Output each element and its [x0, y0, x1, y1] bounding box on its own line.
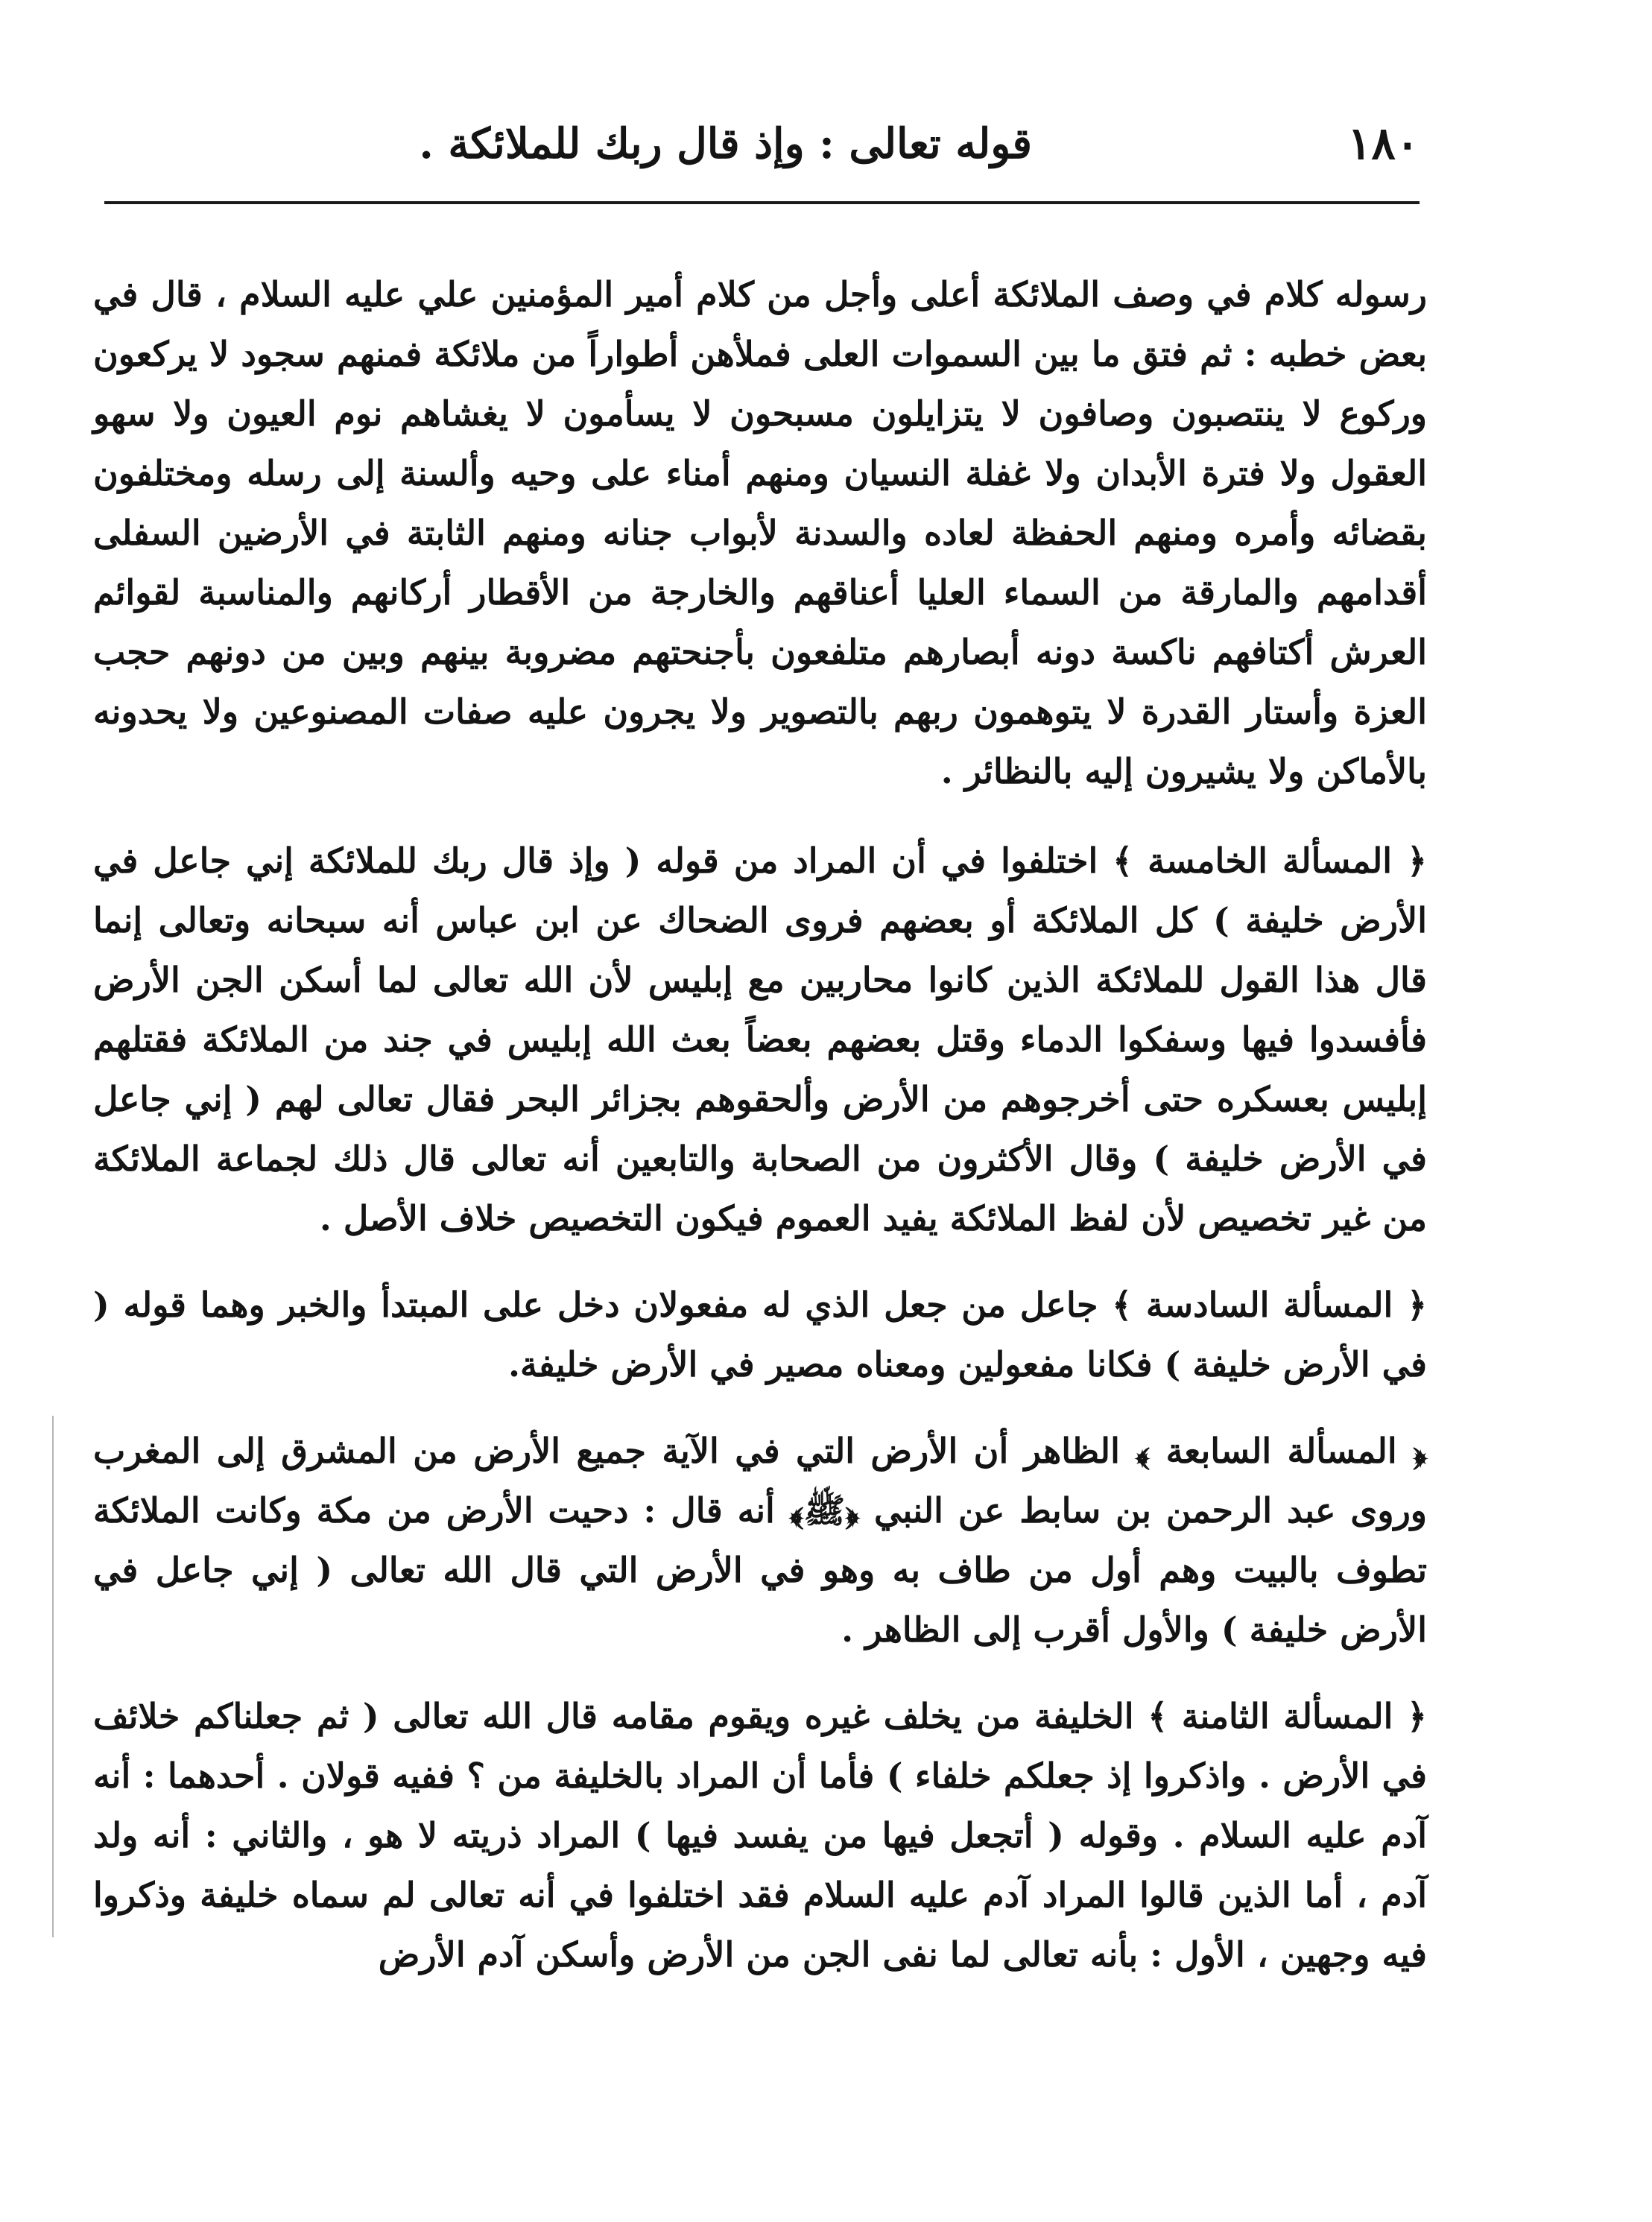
body-text — [93, 265, 1427, 2011]
paragraph-text: الخليفة من يخلف غيره ويقوم مقامه قال الله تعالى ( ثم جعلناكم خلائف في الأرض . واذكروا إذ جعلكم خلفاء ) فأما أن المراد بالخليفة من ؟ ففيه قولان . أحدهما : أنه آدم عليه السلام . وقوله ( أتجعل فيها من يفسد فيها ) المراد ذريته لا هو ، والثاني : أنه ولد آدم ، أما الذين قالوا المراد آدم عليه السلام فقد اختلفوا في أنه تعالى لم سماه خليفة وذكروا فيه وجهين ، الأول : بأنه تعالى لما نفى الجن من الأرض وأسكن آدم الأرض — [93, 1696, 1427, 1975]
issue-heading: ﴿ المسألة الثامنة ﴾ — [1148, 1696, 1428, 1736]
paragraph-text: جاعل من جعل الذي له مفعولان دخل على المبتدأ والخبر وهما قوله ( في الأرض خليفة ) فكانا مفعولين ومعناه مصير في الأرض خليفة. — [93, 1285, 1427, 1384]
paragraph-text: اختلفوا في أن المراد من قوله ( وإذ قال ربك للملائكة إني جاعل في الأرض خليفة ) كل الملائكة أو بعضهم فروى الضحاك عن ابن عباس أنه سبحانه وتعالى إنما قال هذا القول للملائكة الذين كانوا محاربين مع إبليس لأن الله تعالى لما أسكن الجن الأرض فأفسدوا فيها وسفكوا الدماء وقتل بعضهم بعضاً بعث الله إبليس في جند من الملائكة فقتلهم إبليس بعسكره حتى أخرجوهم من الأرض وألحقوهم بجزائر البحر فقال تعالى لهم ( إني جاعل في الأرض خليفة ) وقال الأكثرون من الصحابة والتابعين أنه تعالى قال ذلك لجماعة الملائكة من غير تخصيص لأن لفظ الملائكة يفيد العموم فيكون التخصيص خلاف الأصل . — [93, 841, 1427, 1238]
page-number: ١٨٠ — [1347, 118, 1420, 170]
paragraph-issue-8 — [93, 1686, 1427, 1984]
issue-heading: ﴿ المسألة السابعة ﴾ — [1136, 1431, 1428, 1471]
paragraph-issue-6 — [93, 1275, 1427, 1394]
page-header — [104, 112, 1420, 194]
header-rule — [104, 201, 1420, 204]
paragraph-issue-7 — [93, 1421, 1427, 1659]
issue-heading: ﴿ المسألة الخامسة ﴾ — [1113, 841, 1427, 881]
issue-heading: ﴿ المسألة السادسة ﴾ — [1112, 1285, 1427, 1325]
paragraph-intro — [93, 265, 1427, 801]
paragraph-text: الظاهر أن الأرض التي في الآية جميع الأرض من المشرق إلى المغرب وروى عبد الرحمن بن سابط عن النبي ﴿ﷺ﴾ أنه قال : دحيت الأرض من مكة وكانت الملائكة تطوف بالبيت وهم أول من طاف به وهو في الأرض التي قال الله تعالى ( إني جاعل في الأرض خليفة ) والأول أقرب إلى الظاهر . — [93, 1431, 1427, 1650]
paragraph-issue-5 — [93, 831, 1427, 1248]
running-title: قوله تعالى : وإذ قال ربك للملائكة . — [419, 119, 1032, 168]
paragraph-text: رسوله كلام في وصف الملائكة أعلى وأجل من كلام أمير المؤمنين علي عليه السلام ، قال في بعض خطبه : ثم فتق ما بين السموات العلى فملأهن أطواراً من ملائكة فمنهم سجود لا يركعون وركوع لا ينتصبون وصافون لا يتزايلون مسبحون لا يسأمون لا يغشاهم نوم العيون ولا سهو العقول ولا فترة الأبدان ولا غفلة النسيان ومنهم أمناء على وحيه وألسنة إلى رسله ومختلفون بقضائه وأمره ومنهم الحفظة لعاده والسدنة لأبواب جنانه ومنهم الثابتة في الأرضين السفلى أقدامهم والمارقة من السماء العليا أعناقهم والخارجة من الأقطار أركانهم والمناسبة لقوائم العرش أكتافهم ناكسة دونه أبصارهم متلفعون بأجنحتهم مضروبة بينهم وبين من دونهم حجب العزة وأستار القدرة لا يتوهمون ربهم بالتصوير ولا يجرون عليه صفات المصنوعين ولا يحدونه بالأماكن ولا يشيرون إليه بالنظائر . — [93, 274, 1427, 791]
scan-margin-line — [52, 1416, 54, 1937]
